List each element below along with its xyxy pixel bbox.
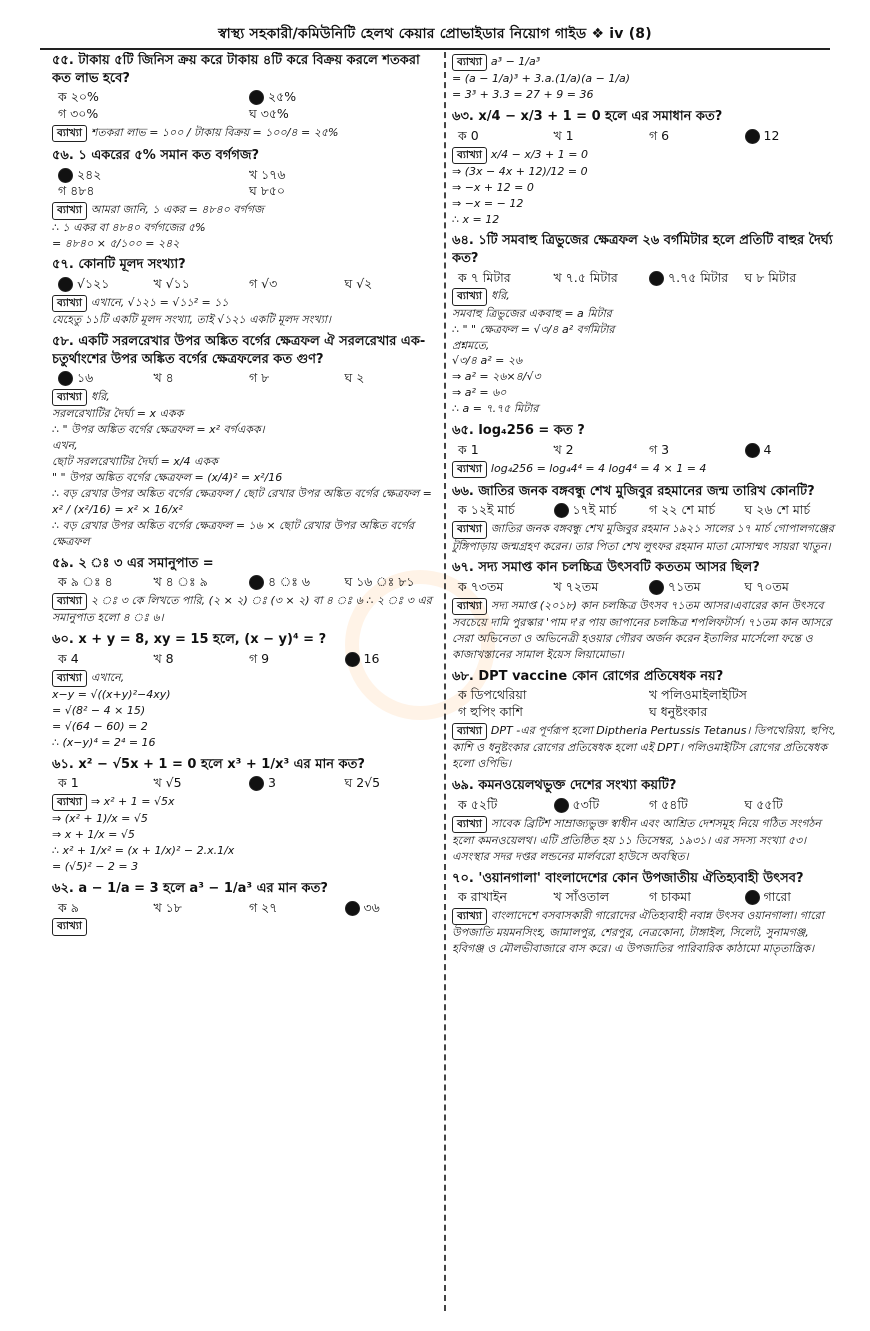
explanation-line: সরলরেখাটির দৈর্ঘ্য = x একক <box>52 407 184 421</box>
question-block <box>452 422 840 478</box>
explanation-label: ব্যাখ্যা <box>52 794 87 811</box>
explanation-label: ব্যাখ্যা <box>452 598 487 615</box>
answer-option-text: ক রাখাইন <box>458 889 508 905</box>
explanation <box>452 908 840 957</box>
question-block <box>52 52 440 142</box>
explanation-label: ব্যাখ্যা <box>452 54 487 71</box>
question-text: ৬৫. log₄256 = কত ? <box>452 423 585 439</box>
answer-option-text: গ 6 <box>649 127 670 143</box>
answer-option <box>745 889 841 906</box>
question-text: ৬৭. সদ্য সমাপ্ত কান চলচ্চিত্র উৎসবটি কততম আসর ছিল? <box>452 560 760 576</box>
answer-option-text: গ ৩০% <box>58 105 99 121</box>
answer-option-text: 3 <box>268 775 276 791</box>
answer-option-text: গ 9 <box>249 650 270 666</box>
answer-option <box>745 502 841 519</box>
explanation-line: এখানে, √১২১ = √১১² = ১১ <box>90 295 229 309</box>
explanation-label: ব্যাখ্যা <box>52 593 87 610</box>
answer-option-text: খ পলিওমাইলাইটিস <box>649 687 747 703</box>
explanation-line: " " উপর অঙ্কিত বর্গের ক্ষেত্রফল = (x/4)² = x²/16 <box>52 470 283 484</box>
answer-option <box>745 442 841 459</box>
selected-answer-icon <box>58 168 73 183</box>
explanation <box>52 670 440 751</box>
explanation-line: = √(64 − 60) = 2 <box>52 719 148 733</box>
explanation-line: প্রশ্নমতে, <box>452 338 490 352</box>
question-text: ৭০. 'ওয়ানগালা' বাংলাদেশের কোন উপজাতীয় ঐতিহ্যবাহী উৎসব? <box>452 870 804 886</box>
answer-option <box>458 797 554 814</box>
answer-option <box>458 128 554 145</box>
question-text: ৫৮. একটি সরলরেখার উপর অঙ্কিত বর্গের ক্ষেত্রফল ঐ সরলরেখার এক-চতুর্থাংশের উপর অঙ্কিত বর্গের ক্ষেত্রফলের কত গুণ? <box>52 334 426 367</box>
selected-answer-icon <box>745 129 760 144</box>
explanation <box>452 461 840 478</box>
selected-answer-icon <box>345 652 360 667</box>
answer-option <box>154 370 250 387</box>
answer-option <box>58 183 249 200</box>
answer-option-text: ক ডিপথেরিয়া <box>458 687 527 703</box>
answer-option <box>249 651 345 668</box>
question-block <box>452 232 840 417</box>
answer-option <box>249 574 345 591</box>
answer-option-text: 4 <box>763 441 772 457</box>
answer-option <box>154 900 250 917</box>
question-text: ৫৯. ২ ঃ ৩ এর সমানুপাত = <box>52 555 214 571</box>
answer-option <box>58 775 154 792</box>
answer-option-text: ৭.৭৫ মিটার <box>668 269 729 285</box>
answer-option-text: খ ৪ ঃ ৯ <box>153 574 208 590</box>
answer-option <box>649 797 745 814</box>
explanation <box>452 598 840 663</box>
answer-option <box>554 270 650 287</box>
explanation-line: ⇒ a² = ৬০ <box>452 386 507 400</box>
answer-option-text: ১৭ই মার্চ <box>572 502 617 518</box>
answer-option-text: ঘ ৩৫% <box>249 105 289 121</box>
answer-option <box>249 183 440 200</box>
explanation-label: ব্যাখ্যা <box>452 816 487 833</box>
answer-option-text: ক ৯ <box>58 899 79 915</box>
answer-option-text: ক ৭ মিটার <box>458 269 511 285</box>
answer-option <box>154 775 250 792</box>
selected-answer-icon <box>649 271 664 286</box>
explanation-line: সাবেক ব্রিটিশ সাম্রাজ্যভুক্ত স্বাধীন এবং আশ্রিত দেশসমূহ নিয়ে গঠিত সংগঠন হলো কমনওয়েলথ। এটি প্রতিষ্ঠিত হয় ১১ ডিসেম্বর, ১৯৩১। এর সদস্য সংখ্যা ৫৩। এসংস্থার সদর দপ্তর লন্ডনের মার্লবরো হাউসে অবস্থিত। <box>452 816 821 863</box>
selected-answer-icon <box>249 90 264 105</box>
explanation-line: ধরি, <box>490 289 510 303</box>
explanation <box>52 918 440 935</box>
explanation-line: ধরি, <box>90 390 110 403</box>
answer-option <box>345 900 441 917</box>
options <box>458 270 840 287</box>
explanation <box>452 54 840 103</box>
answer-option-text: ৩৬ <box>363 899 380 915</box>
answer-option-text: ১৬ <box>77 370 94 386</box>
answer-option <box>458 442 554 459</box>
answer-option <box>249 106 440 123</box>
explanation <box>52 125 440 142</box>
answer-option <box>58 900 154 917</box>
explanation-label: ব্যাখ্যা <box>52 389 87 406</box>
options <box>458 502 840 519</box>
answer-option-text: ঘ ৮৫০ <box>249 183 286 199</box>
explanation-line: সদ্য সমাপ্ত (২০১৮) কান চলচ্চিত্র উৎসব ৭১তম আসর।এবারের কান উৎসবে সবচেয়ে দামি পুরস্কার 'পাম দ'র পায় জাপানের চলচ্চিত্র শপলিফটার্স। ৭১তম কান আসরে সেরা অভিনেতা ও অভিনেত্রী হওয়ার গৌরব অর্জন করেন ইতালির মার্সেলো ফন্তে ও কাজাখস্তানের সামাল ইয়েস লিয়ামোভা। <box>452 598 832 661</box>
answer-option-text: খ সাঁওতাল <box>553 889 610 905</box>
selected-answer-icon <box>745 443 760 458</box>
explanation-line: ∴ " উপর অঙ্কিত বর্গের ক্ষেত্রফল = x² বর্গএকক। <box>52 423 265 437</box>
answer-option <box>649 687 840 704</box>
question-block <box>452 54 840 103</box>
options <box>458 687 840 721</box>
answer-option <box>649 442 745 459</box>
question-block <box>452 559 840 662</box>
explanation-line: আমরা জানি, ১ একর = ৪৮৪০ বর্গগজ <box>90 203 264 217</box>
explanation-line: ∴ x = 12 <box>452 212 500 226</box>
selected-answer-icon <box>58 371 73 386</box>
column-divider <box>444 52 446 1311</box>
answer-option-text: খ ১৭৬ <box>249 166 286 182</box>
answer-option <box>58 370 154 387</box>
answer-option-text: ঘ ২ <box>344 370 365 386</box>
answer-option <box>58 167 249 184</box>
answer-option <box>554 128 650 145</box>
selected-answer-icon <box>249 776 264 791</box>
question-block <box>52 880 440 936</box>
answer-option-text: খ 8 <box>153 650 174 666</box>
answer-option-text: খ 2 <box>553 441 574 457</box>
answer-option-text: খ ১৮ <box>153 899 182 915</box>
answer-option-text: ঘ ৮ মিটার <box>744 269 797 285</box>
options <box>58 276 440 293</box>
answer-option <box>345 574 441 591</box>
question-text: ৬৩. x/4 − x/3 + 1 = 0 হলে এর সমাধান কত? <box>452 109 723 125</box>
options <box>58 167 440 201</box>
answer-option-text: গ চাকমা <box>649 889 691 905</box>
explanation-line: log₄256 = log₄4⁴ = 4 log4⁴ = 4 × 1 = 4 <box>490 461 707 475</box>
answer-option-text: ক ৫২টি <box>458 796 498 812</box>
question-block <box>452 870 840 958</box>
explanation-label: ব্যাখ্যা <box>52 125 87 142</box>
options <box>58 900 440 917</box>
answer-option-text: গ ৮ <box>249 370 270 386</box>
answer-option <box>458 889 554 906</box>
answer-option-text: ক 0 <box>458 127 479 143</box>
question-text: ৬৮. DPT vaccine কোন রোগের প্রতিষেধক নয়? <box>452 668 724 684</box>
answer-option <box>649 579 745 596</box>
selected-answer-icon <box>554 798 569 813</box>
explanation-line: ∴ বড় রেখার উপর অঙ্কিত বর্গের ক্ষেত্রফল = ১৬ × ছোট রেখার উপর অঙ্কিত বর্গের ক্ষেত্রফল <box>52 518 415 548</box>
question-block <box>452 777 840 865</box>
answer-option <box>345 370 441 387</box>
answer-option-text: ক ২০% <box>58 89 99 105</box>
answer-option-text: গারো <box>763 889 791 905</box>
answer-option <box>554 797 650 814</box>
question-text: ৬২. a − 1/a = 3 হলে a³ − 1/a³ এর মান কত? <box>52 881 328 897</box>
answer-option-text: ২৪২ <box>77 166 102 182</box>
options <box>58 370 440 387</box>
answer-option <box>458 502 554 519</box>
explanation <box>52 794 440 875</box>
question-block <box>52 555 440 627</box>
explanation-label: ব্যাখ্যা <box>52 202 87 219</box>
selected-answer-icon <box>249 575 264 590</box>
selected-answer-icon <box>554 503 569 518</box>
explanation-line: = 3³ + 3.3 = 27 + 9 = 36 <box>452 88 594 102</box>
answer-option-text: ৭১তম <box>668 579 701 594</box>
question-text: ৫৭. কোনটি মূলদ সংখ্যা? <box>52 257 186 273</box>
explanation-line: = ৪৮৪০ × ৫/১০০ = ২৪২ <box>52 236 180 250</box>
answer-option <box>58 276 154 293</box>
answer-option <box>249 167 440 184</box>
explanation-line: জাতির জনক বঙ্গবন্ধু শেখ মুজিবুর রহমান ১৯২১ সালের ১৭ মার্চ গোপালগঞ্জের টুঙ্গিপাড়ায় জন্মগ্রহণ করেন। তার পিতা শেখ লুৎফর রহমান মাতা মোসাম্মৎ সায়রা খাতুন। <box>452 522 834 553</box>
options <box>458 128 840 145</box>
explanation-line: a³ − 1/a³ <box>490 55 541 68</box>
explanation-label: ব্যাখ্যা <box>452 288 487 305</box>
explanation-label: ব্যাখ্যা <box>52 670 87 687</box>
answer-option-text: গ ৪৮৪ <box>58 183 95 199</box>
answer-option-text: খ ৭২তম <box>553 579 599 594</box>
answer-option-text: ঘ ২৬ শে মার্চ <box>744 502 811 518</box>
answer-option-text: ৫৩টি <box>572 796 600 812</box>
answer-option <box>649 889 745 906</box>
answer-option-text: খ ৭.৫ মিটার <box>553 269 618 285</box>
options <box>58 89 440 123</box>
answer-option <box>249 775 345 792</box>
answer-option <box>649 270 745 287</box>
answer-option-text: খ √5 <box>153 775 182 791</box>
question-text: ৬১. x² − √5x + 1 = 0 হলে x³ + 1/x³ এর মান কত? <box>52 756 365 772</box>
explanation-line: ⇒ −x + 12 = 0 <box>452 180 534 194</box>
explanation-line: √৩/৪ a² = ২৬ <box>452 354 523 368</box>
explanation-label: ব্যাখ্যা <box>52 918 87 935</box>
answer-option-text: ঘ ৫৫টি <box>744 796 783 812</box>
explanation-label: ব্যাখ্যা <box>452 147 487 164</box>
options <box>458 579 840 596</box>
options <box>58 651 440 668</box>
answer-option <box>458 687 649 704</box>
question-text: ৬৬. জাতির জনক বঙ্গবন্ধু শেখ মুজিবুর রহমানের জন্ম তারিখ কোনটি? <box>452 483 815 499</box>
answer-option <box>58 651 154 668</box>
answer-option <box>649 128 745 145</box>
explanation-line: = √(8² − 4 × 15) <box>52 703 146 717</box>
answer-option-text: √১২১ <box>77 276 110 291</box>
question-block <box>52 147 440 251</box>
answer-option-text: গ 3 <box>649 441 670 457</box>
options <box>458 889 840 906</box>
explanation-line: ২ ঃ ৩ কে লিখতে পারি, (২ × ২) ঃ (৩ × ২) বা ৪ ঃ ৬ ∴ ২ ঃ ৩ এর সমানুপাত হলো ৪ ঃ ৬। <box>52 594 432 625</box>
explanation-label: ব্যাখ্যা <box>452 908 487 925</box>
question-block <box>52 333 440 550</box>
answer-option <box>345 276 441 293</box>
answer-option <box>249 89 440 106</box>
explanation <box>52 593 440 626</box>
answer-option-text: ক 1 <box>58 775 79 791</box>
explanation-line: ∴ " " ক্ষেত্রফল = √৩/৪ a² বর্গমিটার <box>452 322 615 336</box>
answer-option <box>745 270 841 287</box>
answer-option-text: ঘ 2√5 <box>344 775 381 791</box>
explanation-line: যেহেতু ১১টি একটি মূলদ সংখ্যা, তাই √১২১ একটি মূলদ সংখ্যা। <box>52 313 331 327</box>
explanation-line: বাংলাদেশে বসবাসকারী গারোদের ঐতিহ্যবাহী নবান্ন উৎসব ওয়ানগালা। গারো উপজাতি ময়মনসিংহ, জামালপুর, শেরপুর, নেত্রকোনা, টাঙ্গাইল, সিলেট, সুনামগঞ্জ, হবিগঞ্জ ও মৌলভীবাজারে বাস করে। এ উপজাতির পারিবারিক কাঠামো মাতৃতান্ত্রিক। <box>452 909 824 956</box>
options <box>458 442 840 459</box>
explanation-line: ⇒ (x² + 1)/x = √5 <box>52 812 148 826</box>
explanation-label: ব্যাখ্যা <box>52 295 87 312</box>
explanation-line: ∴ x² + 1/x² = (x + 1/x)² − 2.x.1/x <box>52 844 235 858</box>
question-text: ৫৫. টাকায় ৫টি জিনিস ক্রয় করে টাকায় ৪টি করে বিক্রয় করলে শতকরা কত লাভ হবে? <box>52 53 420 86</box>
question-block <box>452 483 840 555</box>
answer-option <box>745 128 841 145</box>
answer-option <box>249 276 345 293</box>
answer-option-text: গ ৫৪টি <box>649 796 688 812</box>
answer-option-text: ঘ √২ <box>344 276 373 291</box>
answer-option <box>345 651 441 668</box>
answer-option <box>554 502 650 519</box>
explanation-line: ⇒ x² + 1 = √5x <box>90 795 175 809</box>
answer-option <box>745 797 841 814</box>
question-text: ৬৪. ১টি সমবাহু ত্রিভুজের ক্ষেত্রফল ২৬ বর্গমিটার হলে প্রতিটি বাহুর দৈর্ঘ্য কত? <box>452 233 833 267</box>
answer-option <box>458 270 554 287</box>
explanation-line: ⇒ x + 1/x = √5 <box>52 828 135 842</box>
answer-option <box>345 775 441 792</box>
answer-option-text: ঘ ৭০তম <box>744 579 789 594</box>
question-text: ৫৬. ১ একরের ৫% সমান কত বর্গগজ? <box>52 148 260 164</box>
answer-option <box>458 704 649 721</box>
selected-answer-icon <box>345 901 360 916</box>
left-column <box>52 52 440 1311</box>
explanation-label: ব্যাখ্যা <box>452 521 487 538</box>
right-column <box>452 52 840 1311</box>
answer-option-text: ক ৭৩তম <box>458 579 504 594</box>
options <box>58 775 440 792</box>
explanation <box>452 288 840 417</box>
page-header <box>40 22 830 50</box>
answer-option <box>649 704 840 721</box>
explanation <box>52 295 440 328</box>
question-block <box>52 631 440 750</box>
explanation-label: ব্যাখ্যা <box>452 461 487 478</box>
explanation-line: ∴ a = ৭.৭৫ মিটার <box>452 402 539 416</box>
question-text: ৬০. x + y = 8, xy = 15 হলে, (x − y)⁴ = ? <box>52 632 327 648</box>
answer-option-text: গ √৩ <box>249 276 278 291</box>
answer-option-text: গ হুপিং কাশি <box>458 704 523 720</box>
question-block <box>452 668 840 772</box>
answer-option <box>649 502 745 519</box>
answer-option <box>58 89 249 106</box>
explanation-line: = (a − 1/a)³ + 3.a.(1/a)(a − 1/a) <box>452 72 631 86</box>
answer-option <box>554 579 650 596</box>
selected-answer-icon <box>649 580 664 595</box>
question-block <box>52 256 440 328</box>
question-text: ৬৯. কমনওয়েলথভুক্ত দেশের সংখ্যা কয়টি? <box>452 778 677 794</box>
answer-option <box>154 276 250 293</box>
selected-answer-icon <box>745 890 760 905</box>
explanation-line: DPT -এর পূর্ণরূপ হলো Diptheria Pertussis Tetanus। ডিপথেরিয়া, হুপিং, কাশি ও ধনুষ্টংকার রোগের প্রতিষেধক হলো এই DPT। পলিওমাইটিস রোগের প্রতিষেধক হলো ওপিভি। <box>452 724 836 771</box>
answer-option-text: ৪ ঃ ৬ <box>268 574 311 590</box>
answer-option-text: 12 <box>763 127 780 143</box>
answer-option-text: ঘ ধনুষ্টংকার <box>649 704 708 720</box>
answer-option-text: খ 1 <box>553 127 574 143</box>
explanation-line: x/4 − x/3 + 1 = 0 <box>490 147 588 161</box>
explanation <box>452 521 840 554</box>
explanation-line: ⇒ a² = ২৬×৪/√৩ <box>452 370 541 384</box>
explanation-line: ⇒ (3x − 4x + 12)/12 = 0 <box>452 164 588 178</box>
answer-option-text: ঘ ১৬ ঃ ৮১ <box>344 574 415 590</box>
explanation-line: ∴ বড় রেখার উপর অঙ্কিত বর্গের ক্ষেত্রফল / ছোট রেখার উপর অঙ্কিত বর্গের ক্ষেত্রফল = x² / (x²/16) = x² × 16/x² <box>52 486 432 516</box>
answer-option <box>249 370 345 387</box>
explanation-line: এখন, <box>52 439 78 453</box>
answer-option <box>58 574 154 591</box>
explanation-line: ∴ ১ একর বা ৪৮৪০ বর্গগজের ৫% <box>52 220 206 234</box>
answer-option-text: ক ১২ই মার্চ <box>458 502 515 518</box>
answer-option-text: খ ৪ <box>153 370 174 386</box>
explanation-line: x−y = √((x+y)²−4xy) <box>52 687 171 701</box>
explanation-line: = (√5)² − 2 = 3 <box>52 860 139 874</box>
options <box>58 574 440 591</box>
answer-option-text: ক ৯ ঃ ৪ <box>58 574 113 590</box>
answer-option-text: ক 4 <box>58 650 79 666</box>
answer-option <box>458 579 554 596</box>
explanation-line: সমবাহু ত্রিভুজের একবাহু = a মিটার <box>452 306 612 320</box>
explanation <box>452 816 840 865</box>
answer-option-text: ২৫% <box>268 89 297 105</box>
answer-option-text: গ ২৭ <box>249 899 278 915</box>
answer-option <box>249 900 345 917</box>
explanation-line: এখানে, <box>90 670 125 684</box>
explanation-line: ছোট সরলরেখাটির দৈর্ঘ্য = x/4 একক <box>52 455 218 469</box>
answer-option <box>554 442 650 459</box>
answer-option <box>154 574 250 591</box>
answer-option-text: গ ২২ শে মার্চ <box>649 502 716 518</box>
answer-option <box>554 889 650 906</box>
explanation-line: শতকরা লাভ = ১০০ / টাকায় বিক্রয় = ১০০/৪ = ২৫% <box>90 125 339 139</box>
explanation <box>52 202 440 251</box>
answer-option-text: ক 1 <box>458 441 479 457</box>
explanation-label: ব্যাখ্যা <box>452 723 487 740</box>
answer-option-text: খ √১১ <box>153 276 190 291</box>
question-block <box>452 108 840 227</box>
options <box>458 797 840 814</box>
page-title: স্বাস্থ্য সহকারী/কমিউনিটি হেলথ কেয়ার প্রোভাইডার নিয়োগ গাইড ❖ iv (8) <box>218 26 652 42</box>
explanation <box>452 723 840 772</box>
selected-answer-icon <box>58 277 73 292</box>
answer-option <box>154 651 250 668</box>
answer-option <box>745 579 841 596</box>
explanation-line: ⇒ −x = − 12 <box>452 196 524 210</box>
answer-option-text: 16 <box>363 650 380 666</box>
question-block <box>52 756 440 875</box>
explanation <box>452 147 840 228</box>
explanation <box>52 389 440 550</box>
answer-option <box>58 106 249 123</box>
explanation-line: ∴ (x−y)⁴ = 2⁴ = 16 <box>52 735 156 749</box>
